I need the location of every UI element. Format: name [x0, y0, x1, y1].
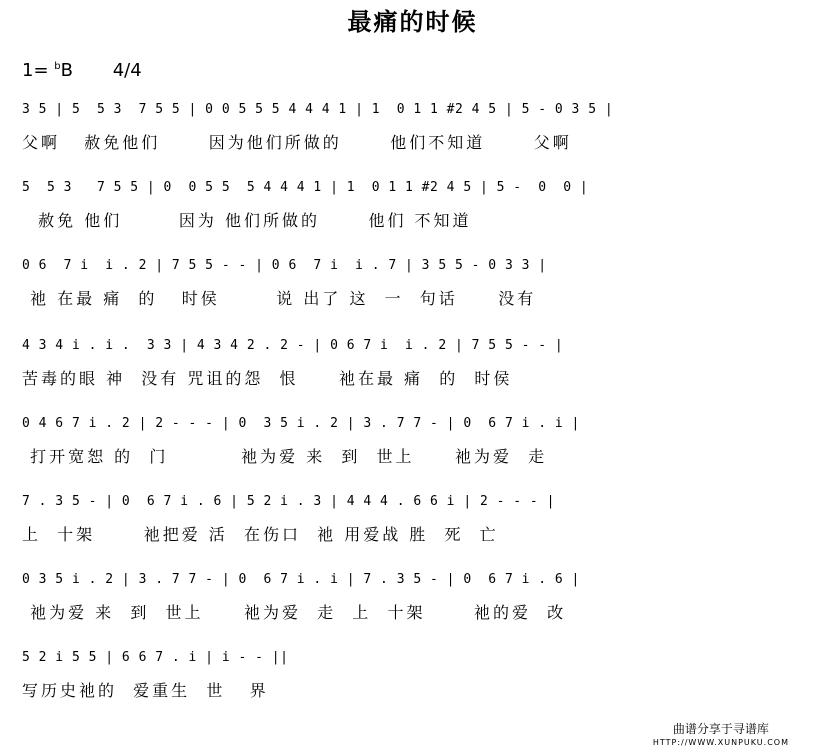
- song-title: 最痛的时候: [347, 8, 478, 36]
- notation-line: 0 3 5 i . 2 | 3 . 7 7 - | 0 6 7 i . i | 7 . 3 5 - | 0 6 7 i . 6 |: [22, 572, 580, 587]
- lyrics-line: 祂为爱 来 到 世上 祂为爱 走 上 十架 祂的爱 改: [22, 603, 567, 622]
- key-prefix: 1=: [22, 60, 55, 81]
- watermark-url: HTTP://WWW.XUNPUKU.COM: [652, 738, 789, 747]
- lyrics-line: 打开宽恕 的 门 祂为爱 来 到 世上 祂为爱 走: [22, 447, 548, 466]
- notation-line: 5 5 3 7 5 5 | 0 0 5 5 5 4 4 4 1 | 1 0 1 1 #2 4 5 | 5 - 0 0 |: [22, 180, 589, 195]
- lyrics-line: 上 十架 祂把爱 活 在伤口 祂 用爱战 胜 死 亡: [22, 525, 499, 544]
- notation-line: 0 4 6 7 i . 2 | 2 - - - | 0 3 5 i . 2 | 3 . 7 7 - | 0 6 7 i . i |: [22, 416, 580, 431]
- watermark: [653, 722, 789, 750]
- notation-line: 7 . 3 5 - | 0 6 7 i . 6 | 5 2 i . 3 | 4 4 4 . 6 6 i | 2 - - - |: [22, 494, 555, 509]
- lyrics-line: 赦免 他们 因为 他们所做的 他们 不知道: [22, 211, 472, 230]
- lyrics-line: 写历史祂的 爱重生 世 界: [22, 681, 269, 700]
- lyrics-line: 苦毒的眼 神 没有 咒诅的怨 恨 祂在最 痛 的 时侯: [22, 369, 513, 388]
- key-note: B: [60, 60, 73, 81]
- lyrics-line: 祂 在最 痛 的 时侯 说 出了 这 一 句话 没有: [22, 289, 537, 308]
- notation-line: 0 6 7 i i . 2 | 7 5 5 - - | 0 6 7 i i . 7 | 3 5 5 - 0 3 3 |: [22, 258, 547, 273]
- notation-line: 5 2 i 5 5 | 6 6 7 . i | i - - ||: [22, 650, 289, 665]
- watermark-text: 曲谱分享于寻谱库: [672, 722, 769, 736]
- notation-line: 3 5 | 5 5 3 7 5 5 | 0 0 5 5 5 4 4 4 1 | 1 0 1 1 #2 4 5 | 5 - 0 3 5 |: [22, 102, 614, 117]
- key-signature: [22, 60, 142, 81]
- lyrics-line: 父啊 赦免他们 因为他们所做的 他们不知道 父啊: [22, 133, 572, 152]
- key-flat: b: [54, 61, 61, 72]
- time-signature: 4/4: [112, 60, 142, 81]
- notation-line: 4 3 4 i . i . 3 3 | 4 3 4 2 . 2 - | 0 6 7 i i . 2 | 7 5 5 - - |: [22, 338, 564, 353]
